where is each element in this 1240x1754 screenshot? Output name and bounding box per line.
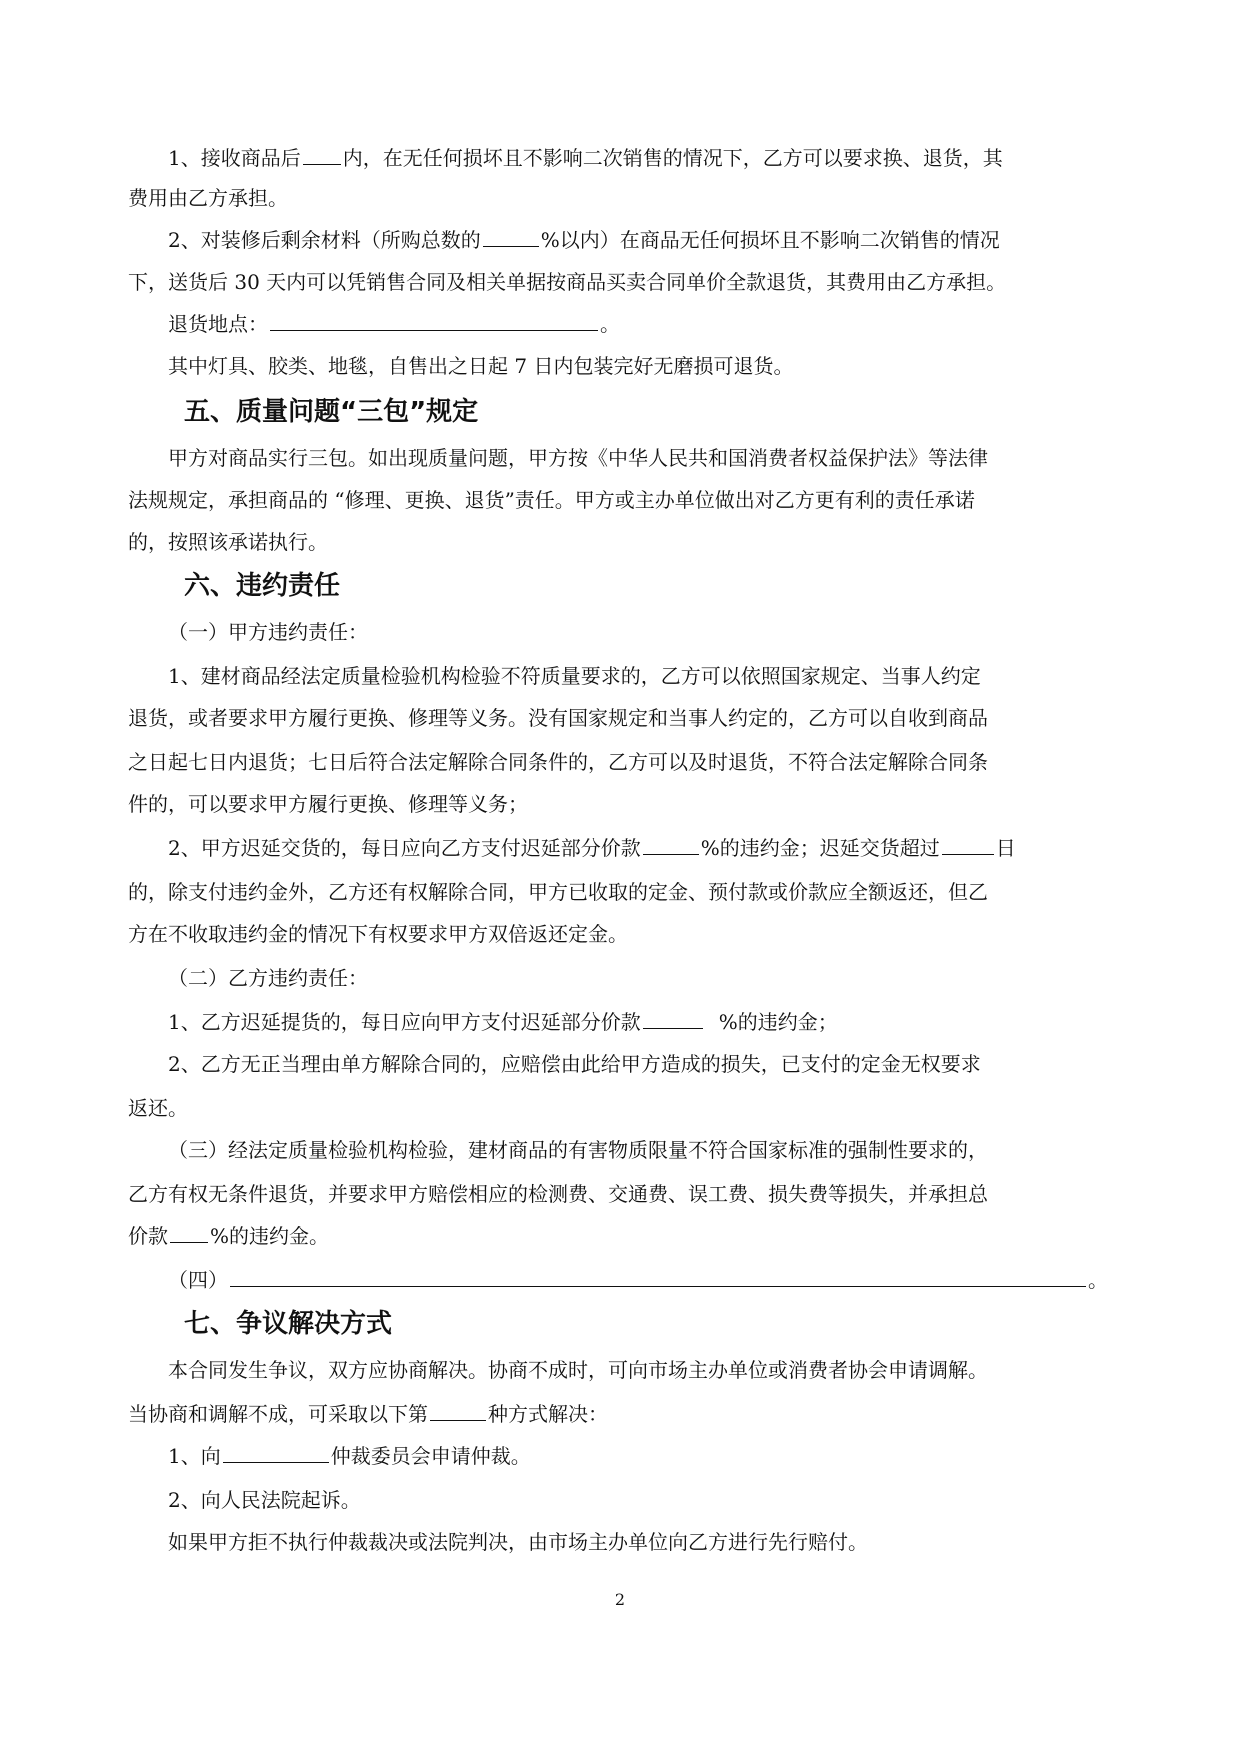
- paragraph-line: 法规规定，承担商品的 “修理、更换、退货”责任。甲方或主办单位做出对乙方更有利的责任承诺: [128, 488, 975, 512]
- text: %的违约金。: [210, 1224, 330, 1248]
- section-heading-7: 七、争议解决方式: [184, 1309, 393, 1339]
- blank-field[interactable]: [430, 1396, 486, 1421]
- paragraph-line: （一）甲方违约责任：: [168, 620, 368, 644]
- section-heading-5: 五、质量问题“三包”规定: [184, 397, 479, 427]
- text: 日: [995, 836, 1016, 860]
- blank-field[interactable]: [303, 140, 341, 165]
- return-address-field[interactable]: [270, 306, 598, 331]
- text: %以内）在商品无任何损坏且不影响二次销售的情况: [540, 228, 1000, 252]
- text: 当协商和调解不成，可采取以下第: [128, 1402, 428, 1426]
- blank-field[interactable]: [230, 1262, 1086, 1287]
- paragraph-line: 其中灯具、胶类、地毯，自售出之日起 7 日内包装完好无磨损可退货。: [168, 354, 794, 378]
- text: 价款: [128, 1224, 168, 1248]
- blank-field[interactable]: [942, 830, 994, 855]
- arbitration-committee-field[interactable]: [223, 1438, 329, 1463]
- paragraph-line: 乙方有权无条件退货，并要求甲方赔偿相应的检测费、交通费、误工费、损失费等损失，并承担总: [128, 1182, 988, 1206]
- paragraph-line: 的，按照该承诺执行。: [128, 530, 328, 554]
- paragraph-line: [128, 1216, 1113, 1256]
- paragraph-line: [128, 304, 1153, 344]
- text: 1、乙方迟延提货的，每日应向甲方支付迟延部分价款: [168, 1010, 641, 1034]
- paragraph-line: 2、向人民法院起诉。: [168, 1488, 361, 1512]
- blank-field[interactable]: [643, 830, 699, 855]
- paragraph-line: 1、建材商品经法定质量检验机构检验不符质量要求的，乙方可以依照国家规定、当事人约定: [168, 664, 981, 688]
- paragraph-line: 之日起七日内退货；七日后符合法定解除合同条件的，乙方可以及时退货，不符合法定解除合同条: [128, 750, 988, 774]
- text: 仲裁委员会申请仲裁。: [330, 1444, 531, 1468]
- text: 退货地点：: [168, 312, 268, 336]
- page-number: 2: [614, 1590, 626, 1609]
- paragraph-line: 方在不收取违约金的情况下有权要求甲方双倍返还定金。: [128, 922, 628, 946]
- text: 2、对装修后剩余材料（所购总数的: [168, 228, 481, 252]
- paragraph-line: （二）乙方违约责任：: [168, 966, 368, 990]
- paragraph-line: 本合同发生争议，双方应协商解决。协商不成时，可向市场主办单位或消费者协会申请调解。: [168, 1358, 988, 1382]
- section-heading-6: 六、违约责任: [184, 571, 341, 601]
- paragraph-line: [128, 1002, 1153, 1042]
- paragraph-line: 费用由乙方承担。: [128, 186, 288, 210]
- paragraph-line: 的，除支付违约金外，乙方还有权解除合同，甲方已收取的定金、预付款或价款应全额返还，但乙: [128, 880, 988, 904]
- paragraph-line: 返还。: [128, 1096, 188, 1120]
- blank-field[interactable]: [643, 1004, 703, 1029]
- text: 种方式解决：: [488, 1402, 608, 1426]
- paragraph-line: [128, 1394, 1113, 1434]
- text: （四）: [168, 1268, 228, 1292]
- paragraph-line: [128, 828, 1153, 868]
- paragraph-line: [128, 220, 1153, 260]
- text: 2、甲方迟延交货的，每日应向乙方支付迟延部分价款: [168, 836, 641, 860]
- paragraph-line: 甲方对商品实行三包。如出现质量问题，甲方按《中华人民共和国消费者权益保护法》等法律: [168, 446, 988, 470]
- blank-field[interactable]: [483, 222, 539, 247]
- text: 1、接收商品后: [168, 146, 301, 170]
- text: 内，在无任何损坏且不影响二次销售的情况下，乙方可以要求换、退货，其: [342, 146, 1003, 170]
- paragraph-line: [128, 1260, 1153, 1300]
- blank-field[interactable]: [170, 1218, 208, 1243]
- text: 。: [600, 312, 620, 336]
- text: 。: [1088, 1268, 1108, 1292]
- text: %的违约金；迟延交货超过: [700, 836, 940, 860]
- text: %的违约金；: [718, 1010, 838, 1034]
- paragraph-line: （三）经法定质量检验机构检验，建材商品的有害物质限量不符合国家标准的强制性要求的，: [168, 1138, 988, 1162]
- paragraph-line: [128, 1436, 1153, 1476]
- text: 1、向: [168, 1444, 221, 1468]
- paragraph-line: 下，送货后 30 天内可以凭销售合同及相关单据按商品买卖合同单价全款退货，其费用由乙方承担。: [128, 270, 1007, 294]
- paragraph-line: 件的，可以要求甲方履行更换、修理等义务；: [128, 792, 528, 816]
- paragraph-line: 2、乙方无正当理由单方解除合同的，应赔偿由此给甲方造成的损失，已支付的定金无权要求: [168, 1052, 981, 1076]
- paragraph-line: 如果甲方拒不执行仲裁裁决或法院判决，由市场主办单位向乙方进行先行赔付。: [168, 1530, 868, 1554]
- paragraph-line: 退货，或者要求甲方履行更换、修理等义务。没有国家规定和当事人约定的，乙方可以自收到商品: [128, 706, 988, 730]
- paragraph-line: [128, 138, 1153, 178]
